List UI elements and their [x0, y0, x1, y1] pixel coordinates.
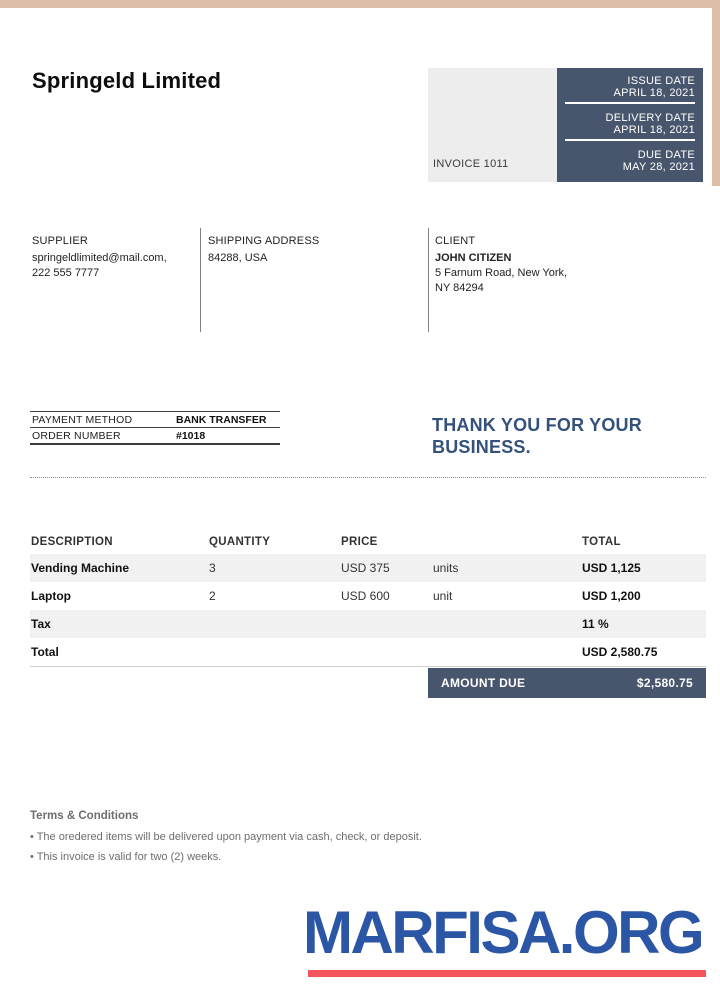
logo-underline-bar — [308, 970, 706, 977]
issue-date-label: ISSUE DATE — [627, 75, 695, 87]
table-row — [30, 638, 706, 666]
delivery-date-group — [565, 112, 695, 141]
site-logo — [303, 901, 713, 977]
company-name: Springeld Limited — [32, 68, 222, 93]
supplier-block — [32, 234, 197, 281]
invoice-number: INVOICE 1011 — [433, 158, 509, 170]
items-table-header — [30, 530, 706, 554]
tax-value: 11 % — [582, 617, 609, 631]
tax-label: Tax — [31, 617, 51, 631]
payment-method-label: PAYMENT METHOD — [32, 413, 133, 426]
supplier-phone: 222 555 7777 — [32, 267, 100, 279]
invoice-number-panel — [428, 68, 557, 182]
payment-method-value: BANK TRANSFER — [176, 413, 267, 426]
table-row — [30, 554, 706, 582]
right-border-bar — [712, 0, 720, 186]
amount-due-bar — [428, 668, 706, 698]
thank-you-message: THANK YOU FOR YOUR BUSINESS. — [432, 415, 642, 457]
header-quantity: QUANTITY — [209, 536, 271, 548]
divider-shipping-client — [428, 228, 429, 332]
item-total: USD 1,200 — [582, 589, 641, 603]
issue-date-group — [565, 75, 695, 104]
shipping-address: 84288, USA — [208, 252, 268, 264]
item-price: USD 375 — [341, 561, 390, 575]
item-quantity: 2 — [209, 589, 216, 603]
shipping-label: SHIPPING ADDRESS — [208, 235, 320, 247]
item-description: Laptop — [31, 589, 71, 603]
supplier-label: SUPPLIER — [32, 235, 89, 247]
payment-method-row — [30, 411, 280, 427]
item-unit: units — [433, 561, 459, 575]
table-row — [30, 582, 706, 610]
due-date-label: DUE DATE — [637, 149, 695, 161]
item-quantity: 3 — [209, 561, 216, 575]
client-address-line2: NY 84294 — [435, 282, 484, 294]
total-label: Total — [31, 645, 59, 659]
terms-item-1: • The oredered items will be delivered upon payment via cash, check, or deposit. — [30, 831, 422, 843]
site-logo-text: MARFISA.ORG — [303, 899, 703, 966]
amount-due-value: $2,580.75 — [636, 676, 693, 690]
terms-title: Terms & Conditions — [30, 810, 139, 822]
total-value: USD 2,580.75 — [582, 645, 658, 659]
header-price: PRICE — [341, 536, 378, 548]
header-total: TOTAL — [582, 536, 621, 548]
delivery-date-value: APRIL 18, 2021 — [613, 124, 695, 136]
client-name: JOHN CITIZEN — [435, 252, 512, 264]
due-date-group — [565, 149, 695, 176]
terms-item-2: • This invoice is valid for two (2) weeks. — [30, 851, 222, 863]
client-block — [435, 234, 680, 296]
top-border-bar — [0, 0, 720, 8]
item-unit: unit — [433, 589, 453, 603]
client-address-line1: 5 Farnum Road, New York, — [435, 267, 568, 279]
item-description: Vending Machine — [31, 561, 130, 575]
divider-supplier-shipping — [200, 228, 201, 332]
item-price: USD 600 — [341, 589, 390, 603]
issue-date-value: APRIL 18, 2021 — [613, 87, 695, 99]
order-number-label: ORDER NUMBER — [32, 429, 121, 442]
header-description: DESCRIPTION — [31, 536, 113, 548]
delivery-date-label: DELIVERY DATE — [605, 112, 695, 124]
due-date-value: MAY 28, 2021 — [622, 161, 695, 173]
invoice-header-box — [428, 68, 703, 182]
shipping-block — [208, 234, 423, 266]
client-label: CLIENT — [435, 235, 476, 247]
order-number-value: #1018 — [176, 429, 206, 442]
invoice-dates-panel — [557, 68, 703, 182]
table-row — [30, 610, 706, 638]
payment-info-table — [30, 411, 280, 445]
order-number-row — [30, 427, 280, 443]
dotted-divider — [30, 477, 706, 478]
items-table — [30, 530, 706, 667]
supplier-email: springeldlimited@mail.com, — [32, 252, 167, 264]
item-total: USD 1,125 — [582, 561, 641, 575]
amount-due-label: AMOUNT DUE — [441, 676, 526, 690]
terms-section — [30, 810, 630, 867]
